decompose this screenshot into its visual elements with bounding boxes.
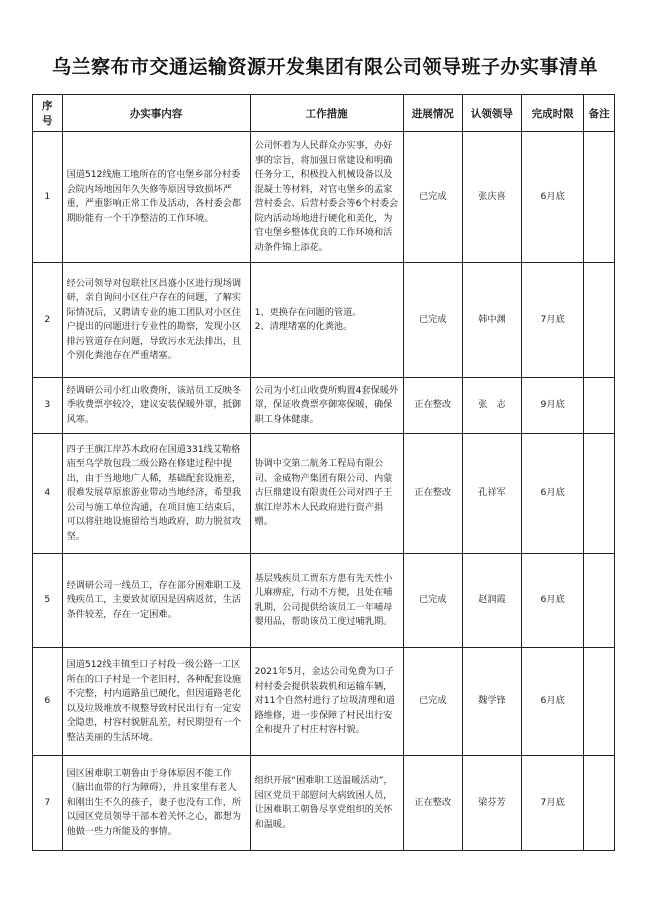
cell-deadline: 7月底 — [522, 756, 584, 851]
cell-deadline: 7月底 — [522, 263, 584, 378]
cell-seq: 2 — [33, 263, 63, 378]
cell-note — [584, 434, 615, 554]
cell-measure: 公司怀着为人民群众办实事，办好事的宗旨，将加强日常建设和明确任务分工，积极投入机械设备以及混凝土等材料，对官屯堡乡的孟家营村委会、后营村委会等6个村委会院内活动场地进行硬化和美化，为官屯堡乡整体优良的工作环境和活动条件锦上添花。 — [250, 132, 403, 263]
cell-lead: 张 志 — [462, 378, 521, 434]
cell-progress: 正在整改 — [403, 434, 462, 554]
cell-progress: 已完成 — [403, 554, 462, 648]
cell-deadline: 9月底 — [522, 378, 584, 434]
cell-lead: 张庆喜 — [462, 132, 521, 263]
cell-lead: 孔祥军 — [462, 434, 521, 554]
cell-measure: 协调中交第二航务工程局有限公司、金威物产集团有限公司、内蒙古巨鼎建设有限责任公司对四子王旗江岸苏木人民政府进行资产捐赠。 — [250, 434, 403, 554]
cell-deadline: 6月底 — [522, 554, 584, 648]
cell-content: 国道512线施工地所在的官屯堡乡部分村委会院内场地因年久失修等原因导致损坏严重，严重影响正常工作及活动，各村委会都期盼能有一个干净整洁的工作环境。 — [62, 132, 250, 263]
header-content: 办实事内容 — [62, 95, 250, 132]
cell-seq: 7 — [33, 756, 63, 851]
cell-content: 园区困难职工朝鲁由于身体原因不能工作（脑出血带的行为障碍），并且家里有老人和刚出生不久的孩子，妻子也没有工作，所以园区党员领导干部本着关怀之心，都想为他做一些力所能及的事情。 — [62, 756, 250, 851]
cell-progress: 已完成 — [403, 132, 462, 263]
cell-note — [584, 756, 615, 851]
cell-note — [584, 648, 615, 756]
cell-measure: 2021年5月，金达公司免费为口子村村委会提供装载机和运输车辆，对11个自然村进行了垃圾清理和道路维修，进一步保障了村民出行安全和提升了村庄村容村貌。 — [250, 648, 403, 756]
table-row — [33, 132, 615, 263]
cell-note — [584, 263, 615, 378]
cell-seq: 1 — [33, 132, 63, 263]
cell-deadline: 6月底 — [522, 132, 584, 263]
cell-measure: 公司为小红山收费所购置4套保暖外罩，保证收费票亭御寒保暖，确保职工身体健康。 — [250, 378, 403, 434]
cell-deadline: 6月底 — [522, 648, 584, 756]
cell-content: 经调研公司小红山收费所，该站员工反映冬季收费票亭较冷，建议安装保暖外罩，抵御风寒。 — [62, 378, 250, 434]
cell-note — [584, 554, 615, 648]
cell-measure: 组织开展“困难职工送温暖活动”，园区党员干部慰问大病致困人员，让困难职工朝鲁尽享党组织的关怀和温暖。 — [250, 756, 403, 851]
header-lead: 认领领导 — [462, 95, 521, 132]
table-row — [33, 756, 615, 851]
cell-note — [584, 378, 615, 434]
table-row — [33, 434, 615, 554]
cell-seq: 5 — [33, 554, 63, 648]
page-title: 乌兰察布市交通运输资源开发集团有限公司领导班子办实事清单 — [51, 56, 598, 78]
cell-measure: 1、更换存在问题的管道。 2、清理堵塞的化粪池。 — [250, 263, 403, 378]
cell-progress: 已完成 — [403, 648, 462, 756]
cell-note — [584, 132, 615, 263]
cell-seq: 6 — [33, 648, 63, 756]
header-deadline: 完成时限 — [522, 95, 584, 132]
table-row — [33, 378, 615, 434]
table-row — [33, 648, 615, 756]
cell-lead: 梁芬芳 — [462, 756, 521, 851]
cell-seq: 3 — [33, 378, 63, 434]
cell-lead: 魏学锋 — [462, 648, 521, 756]
table-row — [33, 263, 615, 378]
cell-measure: 基层残疾员工贾东方患有先天性小儿麻痹症，行动不方便，且处在哺乳期，公司提供给该员工一年哺母婴用品，帮助该员工度过哺乳期。 — [250, 554, 403, 648]
header-note: 备注 — [584, 95, 615, 132]
cell-lead: 赵润霞 — [462, 554, 521, 648]
task-table — [32, 94, 615, 851]
cell-deadline: 6月底 — [522, 434, 584, 554]
cell-progress: 正在整改 — [403, 756, 462, 851]
cell-content: 经公司领导对包联社区昌盛小区进行现场调研，亲自询问小区住户存在的问题，了解实际情况后，又聘请专业的施工团队对小区住户提出的问题进行专业性的勘察，发现小区排污管道存在问题，导致污水无法排出，且个别化粪池存在严重堵塞。 — [62, 263, 250, 378]
cell-content: 四子王旗江岸苏木政府在国道331线艾勒格庙至乌学敖包段二级公路在修建过程中提出，由于当地地广人稀，基础配套设施差，很难发展草原旅游业带动当地经济，希望我公司与施工单位沟通，在项目施工结束后，可以将驻地设施留给当地政府，助力脱贫攻坚。 — [62, 434, 250, 554]
table-header-row — [33, 95, 615, 132]
header-measure: 工作措施 — [250, 95, 403, 132]
cell-seq: 4 — [33, 434, 63, 554]
header-seq: 序号 — [33, 95, 63, 132]
table-row — [33, 554, 615, 648]
header-progress: 进展情况 — [403, 95, 462, 132]
cell-content: 国道512线丰镇至口子村段一级公路一工区所在的口子村是一个老旧村，各种配套设施不完整，村内道路虽已硬化，但因道路老化以及垃圾堆放不规整导致村民出行有一定安全隐患，村容村貌脏乱差，村民期望有一个整洁美丽的生活环境。 — [62, 648, 250, 756]
cell-progress: 正在整改 — [403, 378, 462, 434]
cell-lead: 韩中渊 — [462, 263, 521, 378]
cell-content: 经调研公司一线员工，存在部分困难职工及残疾员工，主要致贫原因是因病返贫，生活条件较差，存在一定困难。 — [62, 554, 250, 648]
cell-progress: 已完成 — [403, 263, 462, 378]
